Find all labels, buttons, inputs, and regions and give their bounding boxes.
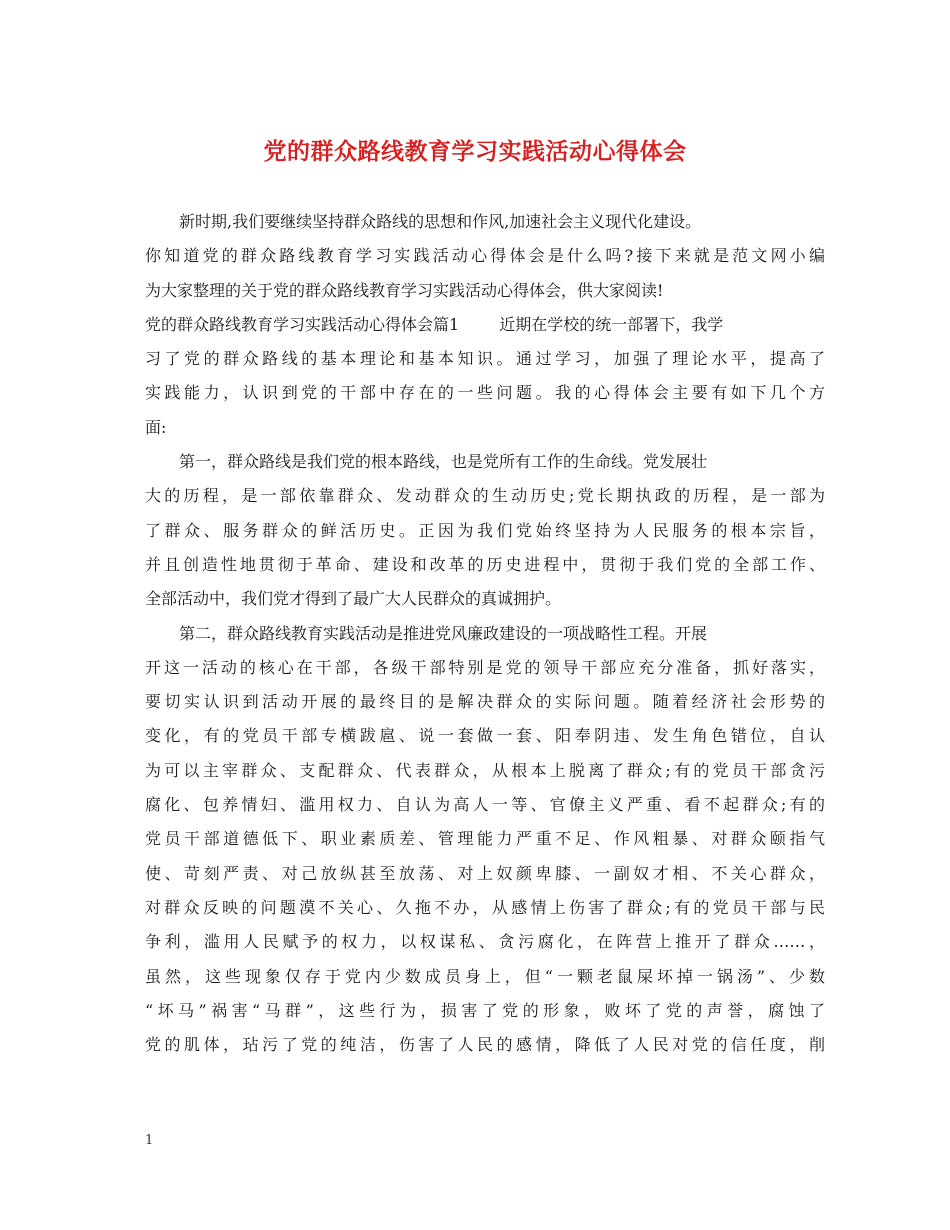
text-line: 你知道党的群众路线教育学习实践活动心得体会是什么吗?接下来就是范文网小编: [145, 246, 825, 266]
text-line: 实践能力，认识到党的干部中存在的一些问题。我的心得体会主要有如下几个方: [145, 383, 825, 403]
text-line: 虽然，这些现象仅存于党内少数成员身上，但“一颗老鼠屎坏掉一锅汤”、少数: [145, 966, 825, 986]
document-title: 党的群众路线教育学习实践活动心得体会: [263, 138, 687, 165]
text-line: 党的肌体，玷污了党的纯洁，伤害了人民的感情，降低了人民对党的信任度，削: [145, 1035, 825, 1055]
text-line: 习了党的群众路线的基本理论和基本知识。通过学习，加强了理论水平，提高了: [145, 349, 825, 369]
text-line: 对群众反映的问题漠不关心、久拖不办，从感情上伤害了群众;有的党员干部与民: [145, 897, 825, 917]
text-line: 开这一活动的核心在干部，各级干部特别是党的领导干部应充分准备，抓好落实，: [145, 657, 825, 677]
text-line: 并且创造性地贯彻于革命、建设和改革的历史进程中，贯彻于我们党的全部工作、: [145, 554, 825, 574]
text-line: 面:: [145, 417, 167, 437]
text-line: 要切实认识到活动开展的最终目的是解决群众的实际问题。随着经济社会形势的: [145, 692, 825, 712]
text-line: 党员干部道德低下、职业素质差、管理能力严重不足、作风粗暴、对群众颐指气: [145, 829, 825, 849]
document-body: [145, 205, 825, 1062]
text-line: 第一，群众路线是我们党的根本路线，也是党所有工作的生命线。党发展壮: [179, 452, 708, 472]
text-line: 全部活动中，我们党才得到了最广大人民群众的真诚拥护。: [145, 589, 562, 609]
text-line: 为大家整理的关于党的群众路线教育学习实践活动心得体会，供大家阅读!: [145, 280, 664, 300]
text-line: 争利，滥用人民赋予的权力，以权谋私、贪污腐化，在阵营上推开了群众……，: [145, 932, 825, 952]
section-heading: 党的群众路线教育学习实践活动心得体会篇1: [145, 314, 460, 334]
text-line: 第二，群众路线教育实践活动是推进党风廉政建设的一项战略性工程。开展: [179, 623, 708, 643]
text-line: 大的历程，是一部依靠群众、发动群众的生动历史;党长期执政的历程，是一部为: [145, 486, 825, 506]
text-line: 腐化、包养情妇、滥用权力、自认为高人一等、官僚主义严重、看不起群众;有的: [145, 795, 825, 815]
text-line: 了群众、服务群众的鲜活历史。正因为我们党始终坚持为人民服务的根本宗旨，: [145, 520, 825, 540]
text-line: 新时期,我们要继续坚持群众路线的思想和作风,加速社会主义现代化建设。: [179, 212, 702, 231]
text-line: 使、苛刻严责、对己放纵甚至放荡、对上奴颜卑膝、一副奴才相、不关心群众，: [145, 863, 825, 883]
text-line: 为可以主宰群众、支配群众、代表群众，从根本上脱离了群众;有的党员干部贪污: [145, 760, 825, 780]
text-line: [145, 308, 825, 342]
text-segment: 近期在学校的统一部署下，我学: [499, 314, 724, 334]
text-line: 变化，有的党员干部专横跋扈、说一套做一套、阳奉阴违、发生角色错位，自认: [145, 726, 825, 746]
text-line: “坏马”祸害“马群”，这些行为，损害了党的形象，败坏了党的声誉，腐蚀了: [145, 1000, 825, 1020]
page-number: 1: [145, 1133, 154, 1148]
